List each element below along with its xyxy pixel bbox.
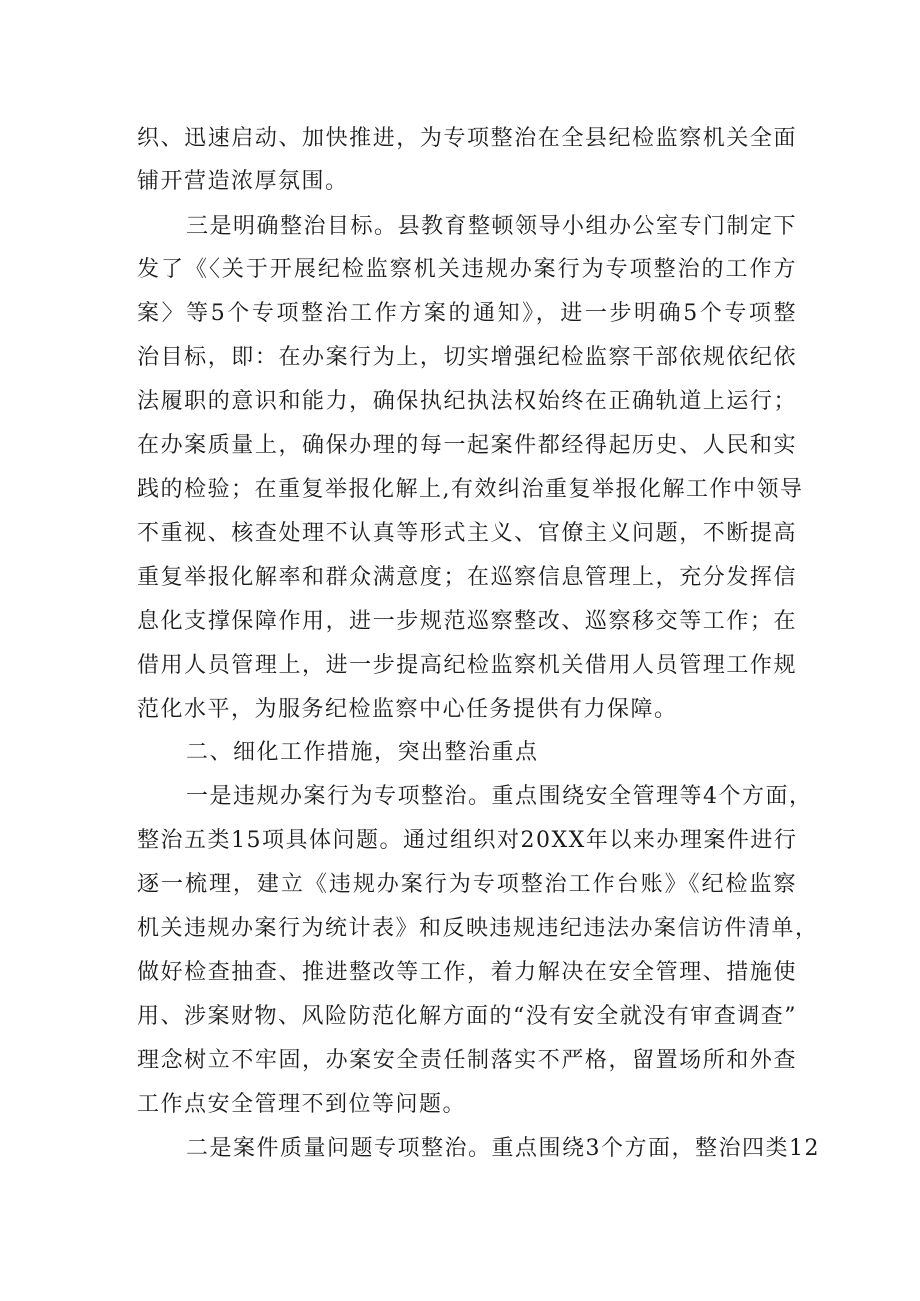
text-line: 逐一梳理，建立《违规办案行为专项整治工作台账》《纪检监察 (137, 872, 797, 897)
text-line: 做好检查抽查、推进整改等工作，着力解决在安全管理、措施使 (137, 960, 797, 985)
text-line: 不重视、核查处理不认真等形式主义、官僚主义问题，不断提高 (137, 521, 797, 546)
text-line: 铺开营造浓厚氛围。 (137, 169, 349, 194)
text-line: 践的检验；在重复举报化解上,有效纠治重复举报化解工作中领导 (137, 477, 804, 502)
text-line: 二是案件质量问题专项整治。重点围绕3个方面，整治四类12 (186, 1136, 820, 1161)
section-heading: 二、细化工作措施，突出整治重点 (186, 740, 539, 765)
text-line: 机关违规办案行为统计表》和反映违规违纪违法办案信访件清单， (137, 916, 819, 941)
text-line: 织、迅速启动、加快推进，为专项整治在全县纪检监察机关全面 (137, 126, 797, 151)
text-line: 重复举报化解率和群众满意度；在巡察信息管理上，充分发挥信 (137, 565, 797, 590)
text-line: 在办案质量上，确保办理的每一起案件都经得起历史、人民和实 (137, 433, 797, 458)
text-line: 工作点安全管理不到位等问题。 (137, 1092, 467, 1117)
text-line: 用、涉案财物、风险防范化解方面的“没有安全就没有审查调查” (137, 1004, 797, 1029)
text-line: 一是违规办案行为专项整治。重点围绕安全管理等4个方面， (186, 784, 813, 809)
text-line: 息化支撑保障作用，进一步规范巡察整改、巡察移交等工作；在 (137, 609, 797, 634)
text-line: 理念树立不牢固，办案安全责任制落实不严格，留置场所和外查 (137, 1048, 797, 1073)
text-line: 治目标，即：在办案行为上，切实增强纪检监察干部依规依纪依 (137, 345, 797, 370)
text-line: 法履职的意识和能力，确保执纪执法权始终在正确轨道上运行； (137, 389, 797, 414)
text-line: 三是明确整治目标。县教育整顿领导小组办公室专门制定下 (186, 214, 798, 239)
text-line: 发了《〈关于开展纪检监察机关违规办案行为专项整治的工作方 (137, 257, 797, 282)
text-line: 借用人员管理上，进一步提高纪检监察机关借用人员管理工作规 (137, 653, 797, 678)
text-line: 范化水平，为服务纪检监察中心任务提供有力保障。 (137, 697, 678, 722)
text-line: 整治五类15项具体问题。通过组织对20XX年以来办理案件进行 (137, 828, 798, 853)
text-line: 案〉等5个专项整治工作方案的通知》，进一步明确5个专项整 (137, 301, 797, 326)
